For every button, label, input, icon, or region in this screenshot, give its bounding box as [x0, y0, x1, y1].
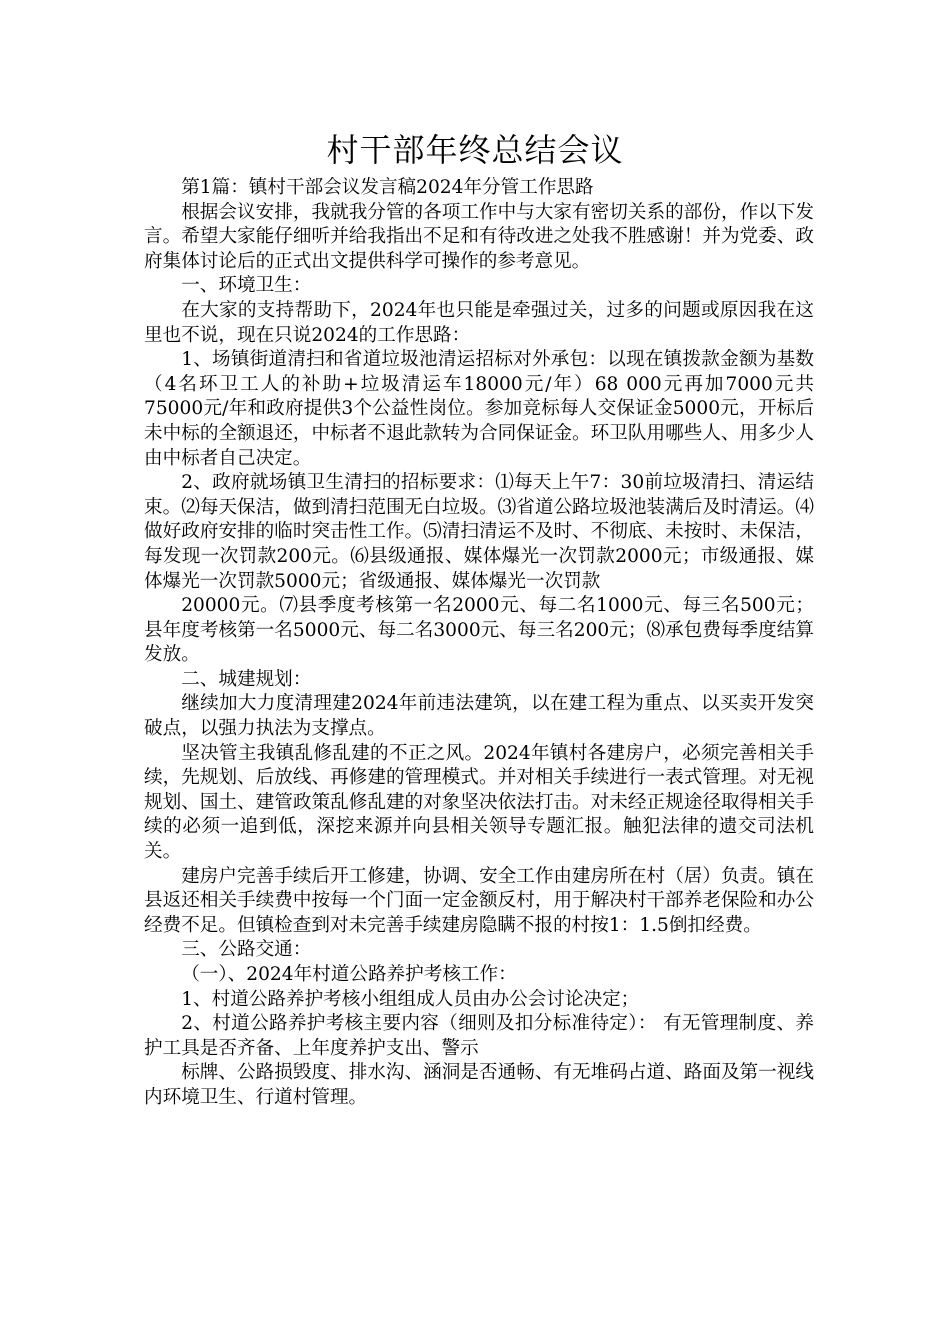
paragraph-environment-item-2: 2、政府就场镇卫生清扫的招标要求：⑴每天上午7：30前垃圾清扫、清运结束。⑵每天保洁，做到清扫范围无白垃圾。⑶省道公路垃圾池装满后及时清运。⑷做好政府安排的临时突击性工作。⑸清扫清运不及时、不彻底、未按时、未保洁，每发现一次罚款200元。⑹县级通报、媒体爆光一次罚款2000元；市级通报、媒体爆光一次罚款5000元；省级通报、媒体爆光一次罚款 — [144, 472, 814, 592]
section-heading-environment: 一、环境卫生： — [181, 275, 312, 297]
document-body — [144, 176, 814, 1111]
document-title: 村干部年终总结会议 — [326, 131, 624, 169]
paragraph-environment-item-1: 1、场镇街道清扫和省道垃圾池清运招标对外承包：以现在镇拨款金额为基数（4名环卫工人的补助+垃圾清运车18000元/年）68 000元再加7000元共75000元/年和政府提供3个公益性岗位。参加竞标每人交保证金5000元，开标后未中标的全额退还，中标者不退此款转为合同保证金。环卫队用哪些人、用多少人由中标者自己决定。 — [144, 349, 814, 469]
paragraph-planning-3: 建房户完善手续后开工修建，协调、安全工作由建房所在村（居）负责。镇在县返还相关手续费中按每一个门面一定金额反村，用于解决村干部养老保险和办公经费不足。但镇检查到对未完善手续建房隐瞒不报的村按1：1.5倒扣经费。 — [144, 865, 814, 936]
paragraph-environment-item-2-cont: 20000元。⑺县季度考核第一名2000元、每二名1000元、每三名500元；县年度考核第一名5000元、每二名3000元、每三名200元；⑻承包费每季度结算发放。 — [144, 595, 814, 666]
section-heading-transport: 三、公路交通： — [181, 939, 312, 961]
paragraph-transport-item-2-cont: 标牌、公路损毁度、排水沟、涵洞是否通畅、有无堆码占道、路面及第一视线内环境卫生、行道村管理。 — [144, 1062, 814, 1108]
paragraph-planning-1: 继续加大力度清理建2024年前违法建筑，以在建工程为重点、以买卖开发突破点，以强力执法为支撑点。 — [144, 693, 814, 740]
paragraph-environment-intro: 在大家的支持帮助下，2024年也只能是牵强过关，过多的问题或原因我在这里也不说，现在只说2024的工作思路： — [144, 299, 814, 346]
section-heading-planning: 二、城建规划： — [181, 668, 312, 690]
paragraph-transport-item-1: 1、村道公路养护考核小组组成人员由办公会讨论决定； — [181, 988, 640, 1010]
paragraph-intro: 根据会议安排，我就我分管的各项工作中与大家有密切关系的部份，作以下发言。希望大家能仔细听并给我指出不足和有待改进之处我不胜感谢！并为党委、政府集体讨论后的正式出文提供科学可操作的参考意见。 — [144, 201, 814, 272]
subsection-heading-road-maintenance: （一）、2024年村道公路养护考核工作： — [181, 964, 517, 985]
paragraph-planning-2: 坚决管主我镇乱修乱建的不正之风。2024年镇村各建房户，必须完善相关手续，先规划、后放线、再修建的管理模式。并对相关手续进行一表式管理。对无视规划、国土、建管政策乱修乱建的对象坚决依法打击。对未经正规途径取得相关手续的必须一追到低，深挖来源并向县相关领导专题汇报。触犯法律的遗交司法机关。 — [144, 742, 814, 863]
article-heading: 第1篇：镇村干部会议发言稿2024年分管工作思路 — [181, 177, 594, 198]
paragraph-transport-item-2: 2、村道公路养护考核主要内容（细则及扣分标准待定）： 有无管理制度、养护工具是否齐备、上年度养护支出、警示 — [144, 1013, 814, 1059]
